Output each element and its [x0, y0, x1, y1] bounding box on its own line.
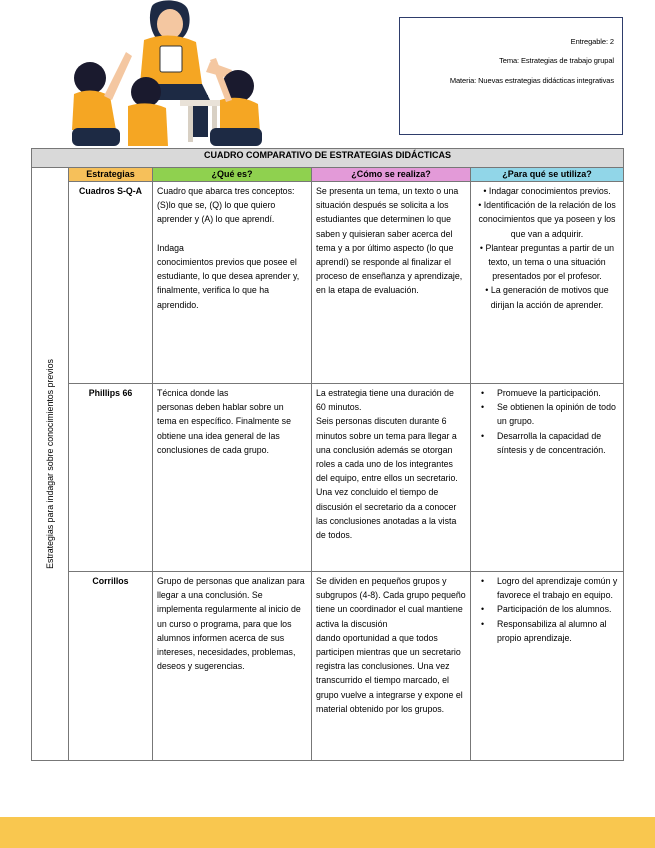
para-cell [471, 572, 624, 761]
como-cell: Se presenta un tema, un texto o una situación después se solicita a los estudiantes que determinen lo que saben y quisieran saber acerca del tema y a por último aspecto (lo que aprendí) se responde al finalizar el proceso de enseñanza y aprendizaje, en la etapa de evaluación. [312, 182, 471, 384]
tema-label: Tema: Estrategias de trabajo grupal [499, 56, 614, 65]
para-item: • Se obtienen la opinión de todo un grupo. [497, 400, 619, 428]
table-row [32, 182, 624, 384]
para-item: • Participación de los alumnos. [497, 602, 619, 616]
entregable-label: Entregable: 2 [570, 37, 614, 46]
footer-bar [0, 817, 655, 848]
como-cell: La estrategia tiene una duración de 60 minutos. Seis personas discuten durante 6 minutos sobre un tema para llegar a una conclusión además se otorgan roles a cada uno de los integrantes del equipo, entre ellos un secretario. Una vez concluido el tiempo de discusión el secretario da a conocer las conclusiones anotadas a la vista de todos. [312, 384, 471, 572]
table-row [32, 572, 624, 761]
table-title: CUADRO COMPARATIVO DE ESTRATEGIAS DIDÁCTICAS [32, 149, 624, 168]
como-cell: Se dividen en pequeños grupos y subgrupos (4-8). Cada grupo pequeño tiene un coordinador el cual mantiene activa la discusión dando oportunidad a que todos participen mientras que un secretario registra las conclusiones. Una vez transcurrido el tiempo marcado, el grupo vuelve a integrarse y expone el material obtenido por los grupos. [312, 572, 471, 761]
header-como: ¿Cómo se realiza? [312, 168, 471, 182]
para-item: • Promueve la participación. [497, 386, 619, 400]
assignment-info-box [399, 17, 623, 135]
side-label: Estrategias para indagar sobre conocimientos previos [44, 359, 55, 569]
para-item: • Desarrolla la capacidad de síntesis y de concentración. [497, 429, 619, 457]
para-item: • Logro del aprendizaje común y favorece el trabajo en equipo. [497, 574, 619, 602]
que-es-cell: Cuadro que abarca tres conceptos: (S)lo que se, (Q) lo que quiero aprender y (A) lo que aprendí. Indaga conocimientos previos que posee el estudiante, lo que desea aprender y, finalmente, verifica lo que ha aprendido. [153, 182, 312, 384]
para-item: • Identificación de la relación de los conocimientos que ya poseen y los que van a adquirir. [478, 200, 616, 239]
para-cell [471, 384, 624, 572]
strategy-name: Phillips 66 [69, 384, 153, 572]
para-item: • Plantear preguntas a partir de un texto, un tema o una situación presentados por el profesor. [479, 242, 615, 282]
que-es-cell: Técnica donde las personas deben hablar sobre un tema en específico. Finalmente se obtiene una idea general de las conclusiones de cada grupo. [153, 384, 312, 572]
comparison-table [31, 148, 624, 761]
para-item: • Indagar conocimientos previos. [483, 186, 611, 196]
strategy-name: Corrillos [69, 572, 153, 761]
para-item: • Responsabiliza al alumno al propio aprendizaje. [497, 617, 619, 645]
side-label-cell [32, 168, 69, 761]
strategy-name: Cuadros S-Q-A [69, 182, 153, 384]
table-row [32, 384, 624, 572]
students-illustration [60, 0, 270, 148]
header-que-es: ¿Qué es? [153, 168, 312, 182]
materia-label: Materia: Nuevas estrategias didácticas integrativas [449, 76, 614, 85]
header-para: ¿Para qué se utiliza? [471, 168, 624, 182]
para-item: • La generación de motivos que dirijan la acción de aprender. [485, 285, 609, 310]
para-cell [471, 182, 624, 384]
header-estrategias: Estrategias [69, 168, 153, 182]
que-es-cell: Grupo de personas que analizan para llegar a una conclusión. Se implementa regularmente al inicio de un curso o programa, para que los alumnos informen acerca de sus intereses, necesidades, problemas, deseos y sugerencias. [153, 572, 312, 761]
child-left-figure [72, 52, 132, 146]
